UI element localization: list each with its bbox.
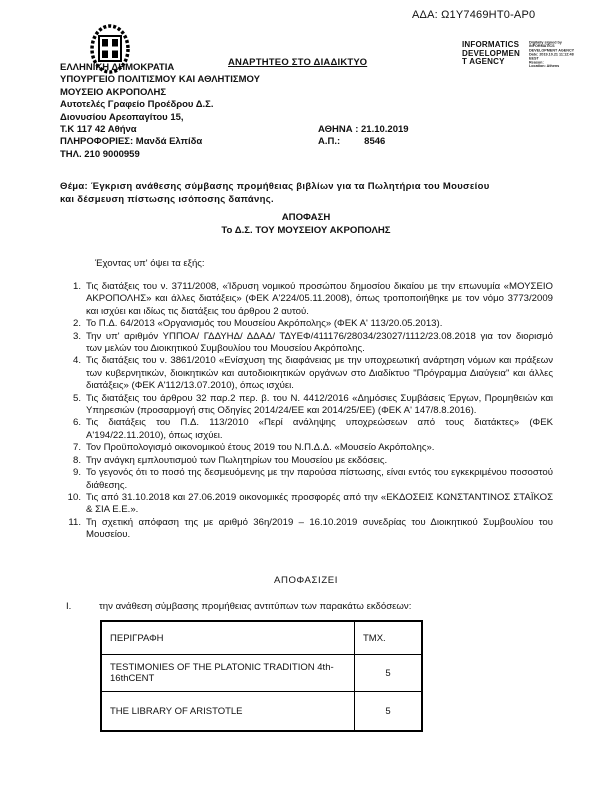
decides-heading: ΑΠΟΦΑΣΙΖΕΙ — [273, 575, 339, 586]
qty-cell: 5 — [355, 655, 423, 692]
decision-heading — [0, 211, 612, 237]
list-item — [63, 355, 553, 392]
item-text: Τις διατάξεις του Π.Δ. 113/2010 «Περί ανάληψης υποχρεώσεων από τους διατάκτες» (ΦΕΚ Α'194/22.11.2010), όπως ισχύει. — [86, 417, 553, 441]
item-text: Το γεγονός ότι το ποσό της δεσμευόμενης με την παρούσα πίστωσης, είναι εντός του εγκεκριμένου ποσοστού διάθεσης. — [86, 467, 553, 491]
item-number: 3. — [72, 330, 81, 342]
item-text: Τις από 31.10.2018 και 27.06.2019 οικονομικές προσφορές από την «ΕΚΔΟΣΕΙΣ ΚΩΝΣΤΑΝΤΙΝΟΣ ΣΤΑΪΚΟΣ & ΣΙΑ Ε.Ε.». — [86, 491, 553, 516]
qty-cell: 5 — [355, 692, 423, 732]
item-number: 7. — [72, 442, 81, 454]
ada-code: ΑΔΑ: Ω1Υ7469ΗΤ0-ΑΡ0 — [412, 9, 536, 21]
item-number: 4. — [72, 355, 81, 367]
letterhead-line: ΤΗΛ. 210 9000959 — [60, 148, 140, 160]
item-number: 10. — [67, 491, 81, 503]
publish-notice: ΑΝΑΡΤΗΤΕΟ ΣΤΟ ΔΙΑΔΙΚΤΥΟ — [228, 57, 368, 68]
signature-agency-name: INFORMATICS DEVELOPMEN T AGENCY — [462, 40, 521, 67]
letterhead-line: ΜΟΥΣΕΙΟ ΑΚΡΟΠΟΛΗΣ — [60, 86, 167, 98]
digital-signature-details: Digitally signed by INFORMATICS DEVELOPMENT AGENCY Date: 2019.10.21 11:12:48 EEST Reason: Location: Athens — [529, 41, 575, 69]
letterhead-line: Αυτοτελές Γραφείο Προέδρου Δ.Σ. — [60, 99, 214, 111]
list-item — [63, 331, 553, 356]
protocol-value: 8546 — [364, 136, 386, 148]
table-row — [101, 692, 422, 732]
list-item — [63, 318, 553, 330]
description-cell: THE LIBRARY OF ARISTOTLE — [101, 692, 355, 732]
decision-title: ΑΠΟΦΑΣΗ — [281, 212, 331, 223]
protocol-label: Α.Π.: — [318, 136, 341, 148]
item-text: Τις διατάξεις του άρθρου 32 παρ.2 περ. β. του Ν. 4412/2016 «Δημόσιες Συμβάσεις Έργων, Προμηθειών και Υπηρεσιών (προσαρμογή στις Οδηγίες 2014/24/ΕΕ και 2014/25/ΕΕ) (ΦΕΚ Α' 147/8.8.2016). — [86, 392, 553, 417]
item-number: 8. — [72, 454, 81, 466]
item-text: Τον Προϋπολογισμό οικονομικού έτους 2019 του Ν.Π.Δ.Δ. «Μουσείο Ακρόπολης». — [86, 442, 435, 454]
item-text: Την υπ' αριθμόν ΥΠΠΟΑ/ ΓΔΔΥΗΔ/ ΔΔΑΔ/ ΤΔΥΕΦ/411176/28034/23027/1112/23.08.2018 για τον διορισμό των μελών του Διοικητικού Συμβουλίου του Μουσείου Ακρόπολης. — [86, 330, 553, 355]
item-number: 6. — [72, 417, 81, 429]
books-table — [100, 620, 423, 732]
item-text: Την ανάγκη εμπλουτισμού των Πωλητηρίων του Μουσείου με εκδόσεις. — [86, 454, 388, 466]
preamble: Έχοντας υπ' όψει τα εξής: — [95, 258, 205, 269]
list-item — [63, 517, 553, 542]
item-text: Τις διατάξεις του ν. 3861/2010 «Ενίσχυση της διαφάνειας με την υποχρεωτική ανάρτηση νόμων και πράξεων των κυβερνητικών, διοικητικών και αυτοδιοικητικών οργάνων στο Διαδίκτυο "Πρόγραμμα Διαύγεια" και άλλες διατάξεις» (ΦΕΚ Α'112/13.07.2010), όπως ισχύει. — [86, 355, 553, 392]
letterhead-line: ΠΛΗΡΟΦΟΡΙΕΣ: Μανδά Ελπίδα — [60, 136, 203, 148]
letterhead-line: ΕΛΛΗΝΙΚΗ ΔΗΜΟΚΡΑΤΙΑ — [60, 62, 175, 73]
considerations-list — [63, 281, 553, 542]
item-number: 11. — [68, 516, 81, 528]
city-date: ΑΘΗΝΑ : 21.10.2019 — [318, 124, 409, 135]
list-item — [63, 417, 553, 442]
item-number: 1. — [72, 281, 81, 292]
list-item — [63, 455, 553, 467]
table-row — [101, 655, 422, 692]
table-header-row — [101, 621, 422, 655]
letterhead-line: ΥΠΟΥΡΓΕΙΟ ΠΟΛΙΤΙΣΜΟΥ ΚΑΙ ΑΘΛΗΤΙΣΜΟΥ — [60, 74, 260, 86]
date-protocol-block — [318, 124, 409, 149]
letterhead-line: Διονυσίου Αρεοπαγίτου 15, — [60, 111, 184, 123]
list-item — [63, 492, 553, 517]
item-text: Τη σχετική απόφαση της με αριθμό 36η/2019 – 16.10.2019 συνεδρίας του Διοικητικού Συμβουλίου του Μουσείου. — [86, 516, 553, 541]
protocol-number — [318, 136, 409, 148]
list-item — [63, 442, 553, 454]
description-cell: TESTIMONIES OF THE PLATONIC TRADITION 4th-16thCENT — [101, 655, 355, 692]
decision-item — [66, 601, 553, 612]
table-header-cell: ΤΜΧ. — [355, 621, 423, 655]
item-number: 2. — [72, 318, 81, 330]
item-number: I. — [66, 601, 72, 612]
list-item — [63, 467, 553, 492]
subject: Θέμα: Έγκριση ανάθεσης σύμβασης προμήθειας βιβλίων για τα Πωλητήρια του Μουσείου και δέσμευση πίστωσης ισόποσης δαπάνης. — [60, 181, 490, 205]
list-item — [63, 281, 553, 318]
item-text: την ανάθεση σύμβασης προμήθειας αντιτύπων των παρακάτω εκδόσεων: — [99, 601, 412, 612]
item-number: 5. — [72, 392, 81, 404]
letterhead — [60, 62, 260, 161]
item-number: 9. — [72, 467, 81, 479]
decision-subtitle: Το Δ.Σ. ΤΟΥ ΜΟΥΣΕΙΟΥ ΑΚΡΟΠΟΛΗΣ — [221, 225, 391, 236]
letterhead-line: Τ.Κ 117 42 Αθήνα — [60, 124, 137, 136]
item-text: Τις διατάξεις του ν. 3711/2008, «Ίδρυση νομικού προσώπου δημοσίου δικαίου με την επωνυμία «ΜΟΥΣΕΙΟ ΑΚΡΟΠΟΛΗΣ» και άλλες διατάξεις» (ΦΕΚ Α'224/05.11.2008), όπως τροποποιήθηκε με τον νόμο 3773/2009 και ισχύει και ιδίως τις διατάξεις του άρθρου 2 αυτού. — [86, 281, 553, 317]
item-text: Το Π.Δ. 64/2013 «Οργανισμός του Μουσείου Ακρόπολης» (ΦΕΚ Α' 113/20.05.2013). — [86, 318, 443, 330]
table-header-cell: ΠΕΡΙΓΡΑΦΗ — [101, 621, 355, 655]
list-item — [63, 393, 553, 418]
